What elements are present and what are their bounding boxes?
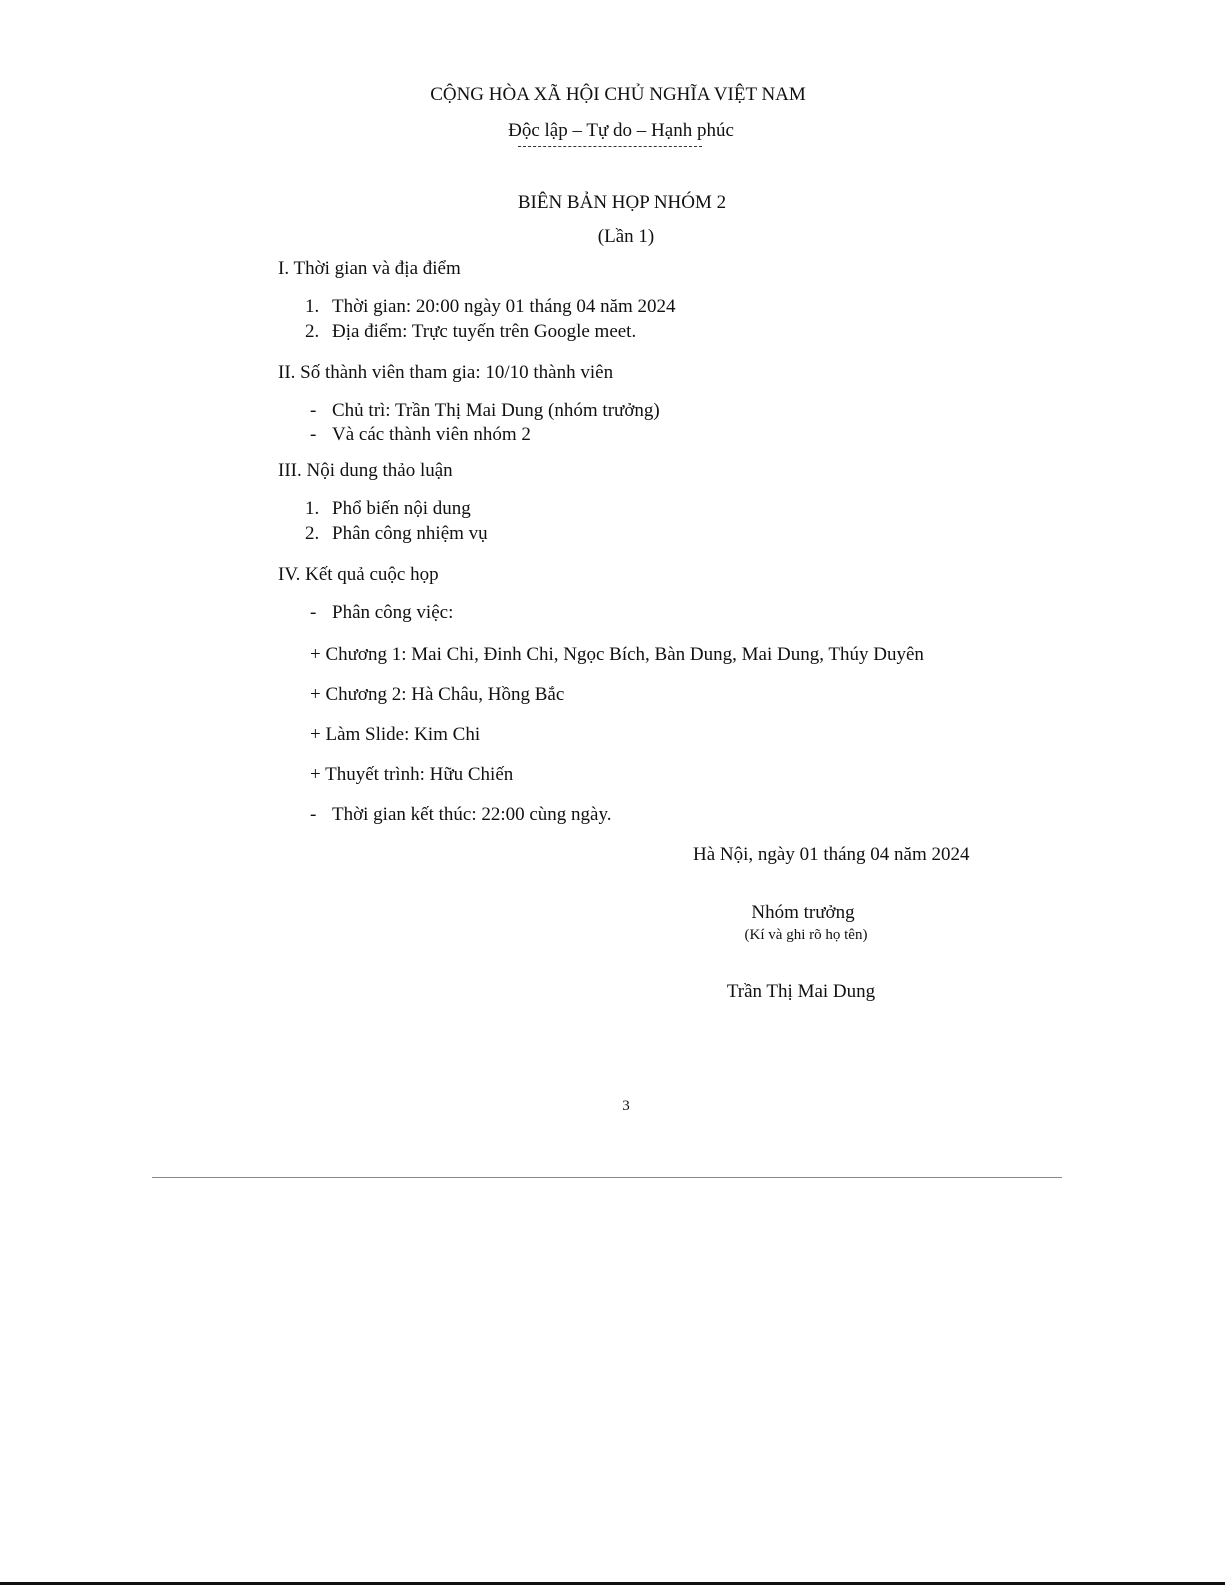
national-title: CỘNG HÒA XÃ HỘI CHỦ NGHĨA VIỆT NAM: [430, 84, 806, 105]
list-marker: -: [310, 804, 317, 825]
section-heading-results: IV. Kết quả cuộc họp: [278, 564, 439, 585]
list-marker: 2.: [305, 321, 320, 342]
list-item-members: Và các thành viên nhóm 2: [332, 424, 531, 445]
list-item-discussion: Phổ biến nội dung: [332, 498, 471, 519]
list-marker: 1.: [305, 296, 320, 317]
task-line: + Chương 2: Hà Châu, Hồng Bắc: [310, 684, 565, 705]
list-marker: -: [310, 424, 317, 445]
document-subtitle: (Lần 1): [597, 226, 655, 247]
list-marker: 2.: [305, 523, 320, 544]
national-motto: Độc lập – Tự do – Hạnh phúc: [508, 120, 734, 141]
task-line: + Chương 1: Mai Chi, Đinh Chi, Ngọc Bích, Bàn Dung, Mai Dung, Thúy Duyên: [310, 644, 924, 665]
list-item-assignment: Phân công việc:: [332, 602, 454, 623]
list-marker: 1.: [305, 498, 320, 519]
motto-underline: [518, 146, 702, 147]
page-divider: [152, 1177, 1062, 1178]
section-heading-discussion: III. Nội dung thảo luận: [278, 460, 453, 481]
list-marker: -: [310, 400, 317, 421]
list-item-end-time: Thời gian kết thúc: 22:00 cùng ngày.: [332, 804, 612, 825]
task-line: + Làm Slide: Kim Chi: [310, 724, 481, 745]
list-item-time: Thời gian: 20:00 ngày 01 tháng 04 năm 2024: [332, 296, 676, 317]
list-item-chair: Chủ trì: Trần Thị Mai Dung (nhóm trưởng): [332, 400, 660, 421]
list-item-place: Địa điểm: Trực tuyến trên Google meet.: [332, 321, 637, 342]
list-marker: -: [310, 602, 317, 623]
list-item-discussion: Phân công nhiệm vụ: [332, 523, 488, 544]
section-heading-members: II. Số thành viên tham gia: 10/10 thành viên: [278, 362, 614, 383]
signature-instruction: (Kí và ghi rõ họ tên): [744, 927, 868, 943]
section-heading-time-place: I. Thời gian và địa điểm: [278, 258, 461, 279]
task-line: + Thuyết trình: Hữu Chiến: [310, 764, 514, 785]
signature-place-date: Hà Nội, ngày 01 tháng 04 năm 2024: [693, 844, 970, 865]
signature-name: Trần Thị Mai Dung: [726, 981, 876, 1002]
page-number: 3: [622, 1098, 630, 1114]
signature-role: Nhóm trưởng: [751, 902, 855, 923]
document-title: BIÊN BẢN HỌP NHÓM 2: [517, 192, 727, 213]
